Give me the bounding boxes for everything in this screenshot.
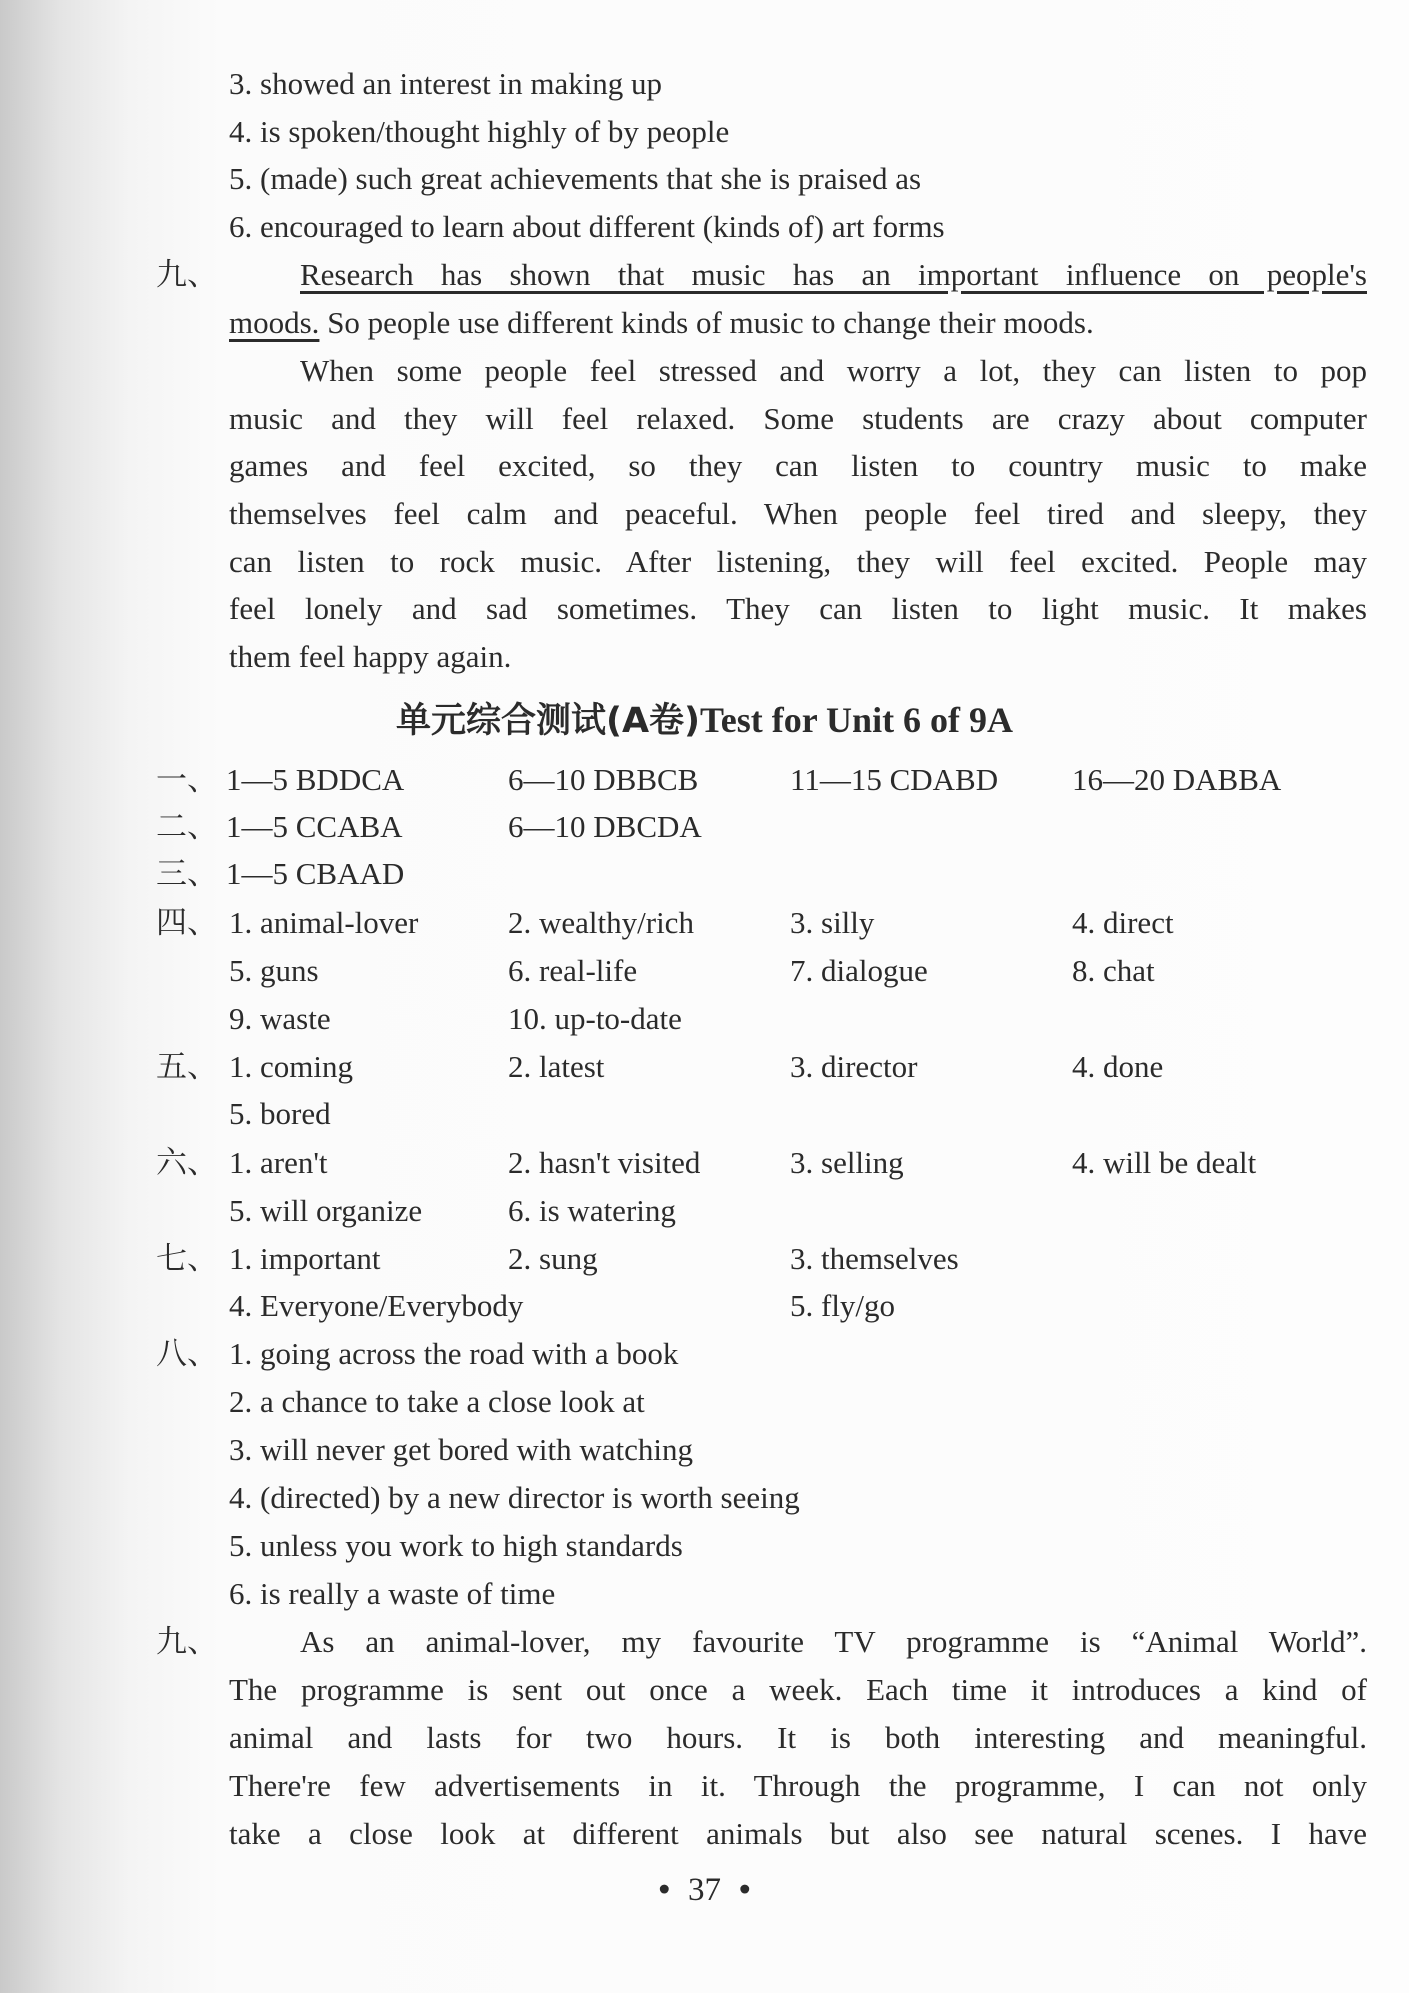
answer-cell: 6. is watering	[508, 1193, 676, 1228]
section-label: 五、	[156, 1049, 218, 1085]
answer-cell: 6—10 DBBCB	[508, 762, 699, 797]
essay-line: feel lonely and sad sometimes. They can listen to light music. It makes	[229, 591, 1367, 626]
answer-cell: 11—15 CDABD	[790, 762, 999, 797]
answer-cell: 5. will organize	[229, 1193, 423, 1228]
answer-cell: 2. wealthy/rich	[508, 905, 694, 940]
section-label: 九、	[156, 1624, 218, 1660]
answer-cell: 6—10 DBCDA	[508, 809, 702, 844]
answer-cell: 4. Everyone/Everybody	[229, 1288, 524, 1323]
answer-cell: 3. selling	[790, 1145, 904, 1180]
answer-cell: 5. bored	[229, 1096, 331, 1131]
answer-cell: 1. important	[229, 1241, 381, 1276]
section-label: 二、	[156, 809, 218, 845]
essay-underlined-word: moods.	[229, 305, 320, 340]
list-item: 3. will never get bored with watching	[229, 1432, 694, 1467]
list-item: 5. (made) such great achievements that she is praised as	[229, 161, 922, 196]
essay-line: As an animal-lover, my favourite TV programme is “Animal World”.	[300, 1624, 1367, 1659]
essay-topic-sentence: Research has shown that music has an important influence on people's	[300, 257, 1367, 292]
essay-line: animal and lasts for two hours. It is both interesting and meaningful.	[229, 1720, 1367, 1755]
answer-cell: 2. sung	[508, 1241, 598, 1276]
bullet-icon: •	[658, 1872, 670, 1908]
page-number	[0, 1870, 1409, 1910]
page-number-value: 37	[688, 1872, 721, 1908]
essay-line: themselves feel calm and peaceful. When people feel tired and sleepy, they	[229, 496, 1367, 531]
section-title-cn: 单元综合测试(A卷)	[395, 701, 701, 741]
answer-cell: 2. latest	[508, 1049, 605, 1084]
answer-cell: 2. hasn't visited	[508, 1145, 701, 1180]
list-item: 6. encouraged to learn about different (kinds of) art forms	[229, 209, 945, 244]
essay-line: take a close look at different animals but also see natural scenes. I have	[229, 1816, 1367, 1851]
essay-line: can listen to rock music. After listening, they will feel excited. People may	[229, 544, 1367, 579]
essay-text: So people use different kinds of music to change their moods.	[319, 305, 1094, 340]
answer-cell: 1. coming	[229, 1049, 353, 1084]
essay-line: games and feel excited, so they can listen to country music to make	[229, 448, 1367, 483]
section-title-en: Test for Unit 6 of 9A	[700, 700, 1014, 740]
answer-cell: 6. real-life	[508, 953, 638, 988]
essay-line: music and they will feel relaxed. Some students are crazy about computer	[229, 401, 1367, 436]
answer-cell: 10. up-to-date	[508, 1001, 682, 1036]
list-item: 4. is spoken/thought highly of by people	[229, 114, 730, 149]
essay-line	[229, 303, 1094, 343]
answer-cell: 16—20 DABBA	[1072, 762, 1282, 797]
answer-cell: 3. silly	[790, 905, 875, 940]
answer-cell: 4. done	[1072, 1049, 1164, 1084]
list-item: 3. showed an interest in making up	[229, 66, 663, 101]
essay-line: The programme is sent out once a week. Each time it introduces a kind of	[229, 1672, 1367, 1707]
section-label: 七、	[156, 1241, 218, 1277]
answer-cell: 5. guns	[229, 953, 319, 988]
answer-cell: 1—5 BDDCA	[226, 762, 405, 797]
list-item: 6. is really a waste of time	[229, 1576, 556, 1611]
essay-line: There're few advertisements in it. Through the programme, I can not only	[229, 1768, 1367, 1803]
essay-line: When some people feel stressed and worry a lot, they can listen to pop	[300, 353, 1367, 388]
section-title	[0, 697, 1409, 744]
list-item: 4. (directed) by a new director is worth seeing	[229, 1480, 800, 1515]
section-label: 八、	[156, 1336, 218, 1372]
answer-cell: 3. director	[790, 1049, 918, 1084]
answer-cell: 5. fly/go	[790, 1288, 896, 1323]
list-item: 1. going across the road with a book	[229, 1336, 679, 1371]
answer-cell: 4. direct	[1072, 905, 1174, 940]
bullet-icon: •	[739, 1872, 751, 1908]
answer-cell: 8. chat	[1072, 953, 1155, 988]
section-label: 四、	[156, 905, 218, 941]
answer-cell: 1—5 CBAAD	[226, 856, 405, 891]
answer-cell: 3. themselves	[790, 1241, 959, 1276]
list-item: 2. a chance to take a close look at	[229, 1384, 645, 1419]
answer-cell: 1—5 CCABA	[226, 809, 403, 844]
answer-cell: 9. waste	[229, 1001, 331, 1036]
answer-cell: 1. aren't	[229, 1145, 328, 1180]
section-label: 一、	[156, 762, 218, 798]
answer-cell: 1. animal-lover	[229, 905, 419, 940]
section-label: 六、	[156, 1145, 218, 1181]
answer-cell: 4. will be dealt	[1072, 1145, 1257, 1180]
essay-line: them feel happy again.	[229, 639, 512, 674]
answer-cell: 7. dialogue	[790, 953, 928, 988]
section-label: 九、	[156, 257, 218, 293]
list-item: 5. unless you work to high standards	[229, 1528, 683, 1563]
section-label: 三、	[156, 856, 218, 892]
